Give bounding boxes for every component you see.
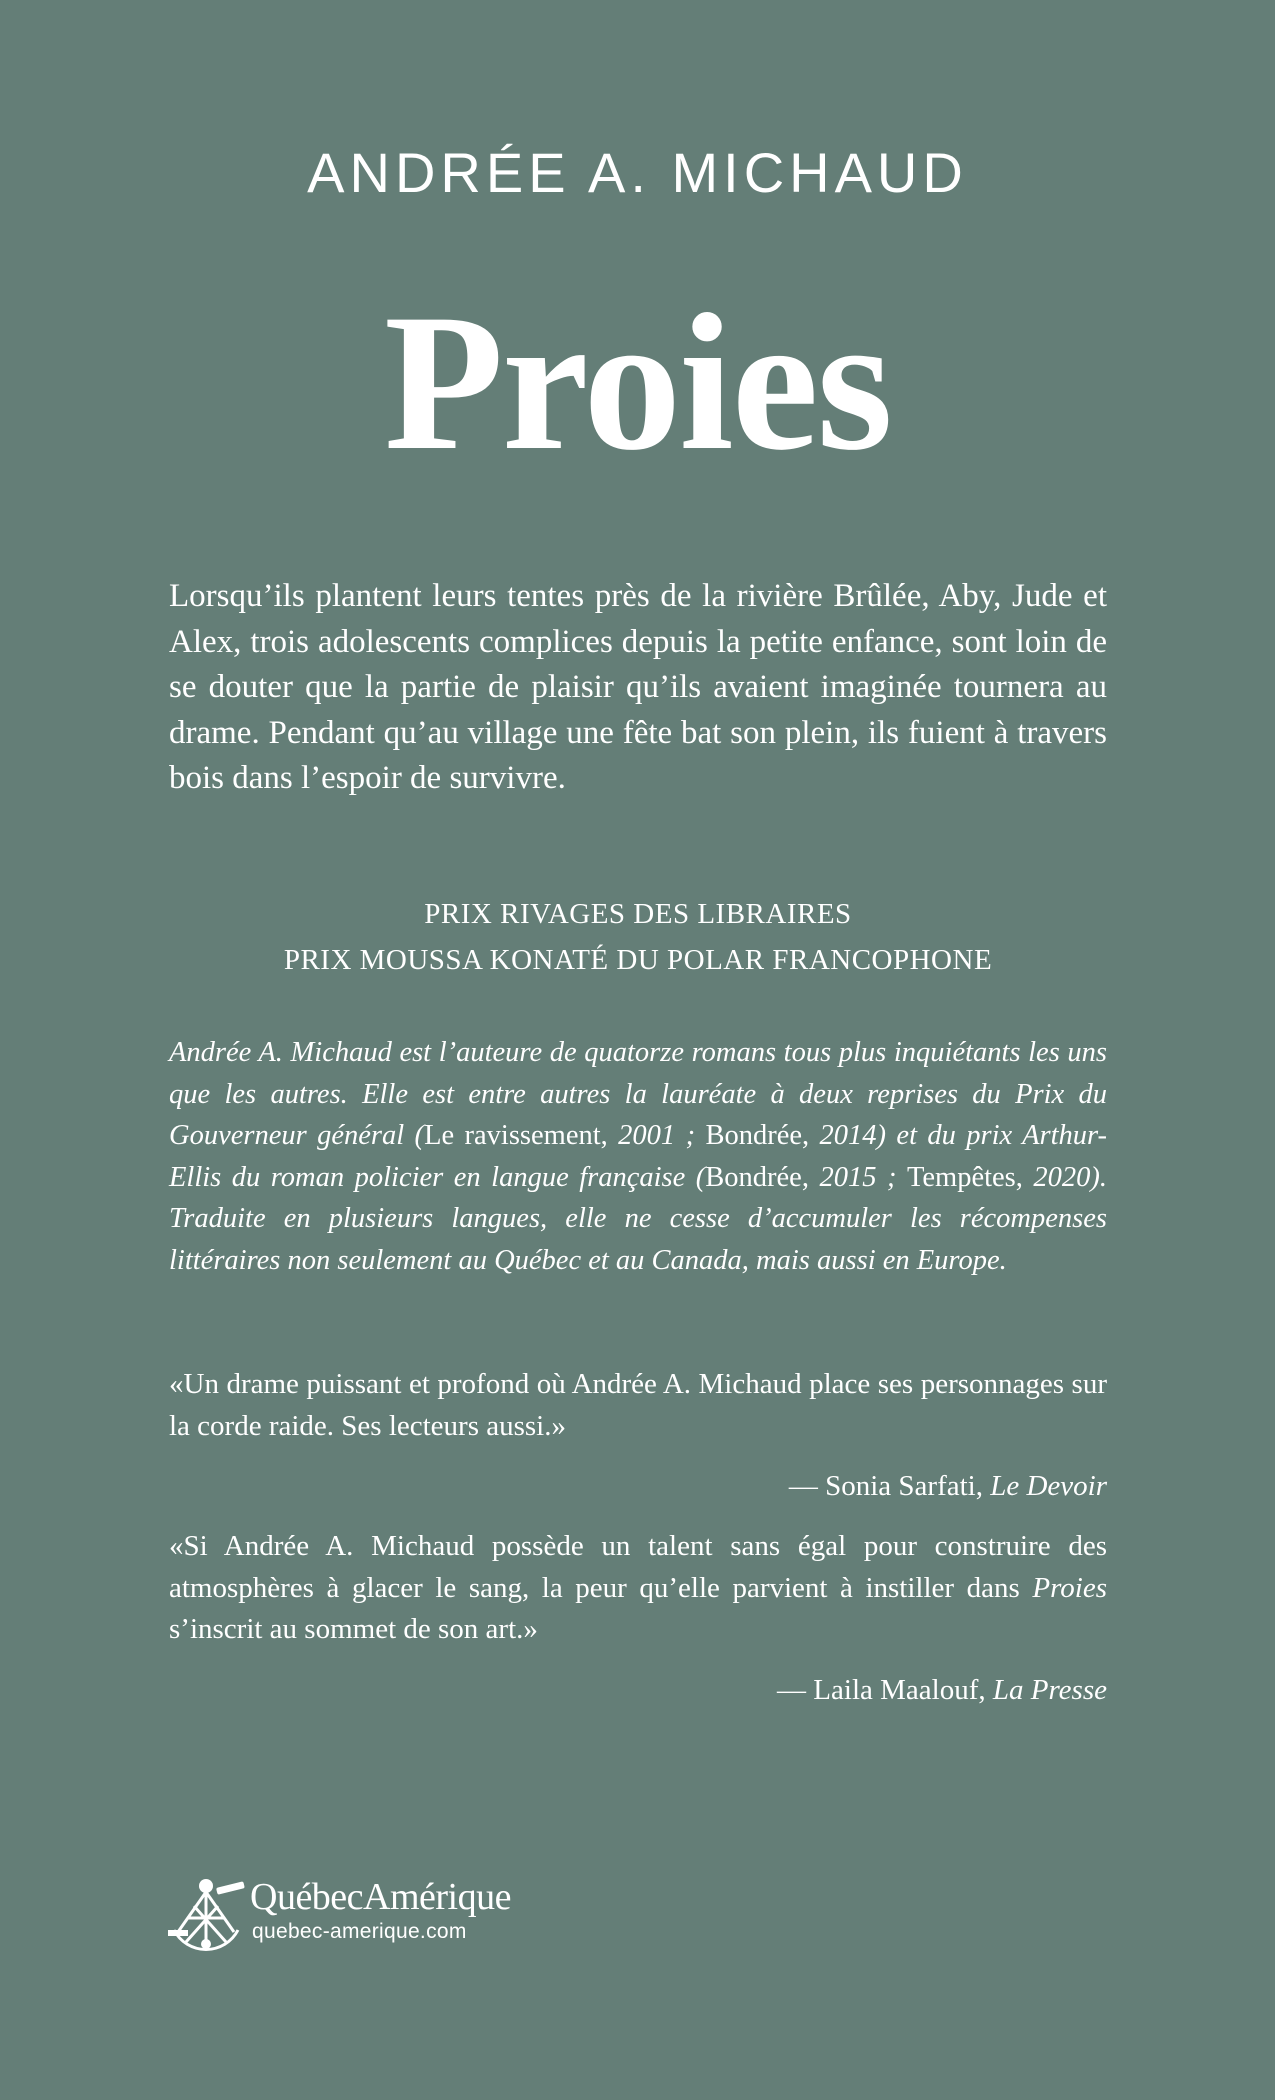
sextant-icon <box>166 1872 248 1952</box>
publisher-url: quebec-amerique.com <box>252 1920 467 1943</box>
publisher-logo <box>166 1872 566 1952</box>
bio-text: 2015 ; <box>808 1161 907 1193</box>
quote-text: «Si Andrée A. Michaud possède un talent sans égal pour construire des atmosphères à glacer le sang, la peur qu’elle parvient à instiller dans <box>169 1530 1107 1604</box>
quote-text: «Un drame puissant et profond où Andrée A. Michaud place ses personnages sur la corde raide. Ses lecteurs aussi.» <box>169 1368 1107 1442</box>
bio-book-title: Le ravissement, <box>424 1120 608 1151</box>
bio-text: 2020). Traduite en plusieurs langues, elle ne cesse d’accumuler les récompenses littéraires non seulement au Québec et au Canada, mais aussi en Europe. <box>169 1161 1107 1276</box>
quote-book-title: Proies <box>1032 1571 1107 1604</box>
bio-book-title: Bondrée, <box>705 1161 809 1193</box>
publisher-name: QuébecAmérique <box>250 1876 511 1918</box>
quote-source: Le Devoir <box>990 1470 1107 1502</box>
bio-text: Andrée A. Michaud est l’auteure de quatorze romans tous plus inquiétants les uns que les autres. Elle est entre autres la lauréate à deux reprises du Prix du Gouverneur général ( <box>169 1037 1107 1151</box>
bio-text: 2014) et du prix Arthur-Ellis du roman policier en langue française ( <box>169 1120 1108 1193</box>
review-quote <box>169 1526 1107 1651</box>
prize-item: PRIX MOUSSA KONATÉ DU POLAR FRANCOPHONE <box>283 944 993 976</box>
quote-text: s’inscrit au sommet de son art.» <box>169 1613 538 1645</box>
author-name: ANDRÉE A. MICHAUD <box>307 141 968 204</box>
book-title: Proies <box>384 274 891 491</box>
review-quote <box>169 1364 1107 1447</box>
prize-item: PRIX RIVAGES DES LIBRAIRES <box>424 898 852 930</box>
quote-author: — Laila Maalouf, <box>777 1674 993 1706</box>
bio-book-title: Tempêtes, <box>906 1161 1023 1193</box>
bio-book-title: Bondrée, <box>705 1120 810 1151</box>
quote-author: — Sonia Sarfati, <box>788 1470 991 1502</box>
quote-source: La Presse <box>992 1674 1107 1706</box>
author-bio <box>169 1032 1107 1281</box>
synopsis: Lorsqu’ils plantent leurs tentes près de la rivière Brûlée, Aby, Jude et Alex, trois adolescents complices depuis la petite enfance, sont loin de se douter que la partie de plaisir qu’ils avaient imaginée tournera au drame. Pendant qu’au village une fête bat son plein, ils fuient à travers bois dans l’espoir de survivre. <box>169 578 1107 797</box>
bio-text: 2001 ; <box>607 1120 706 1151</box>
prizes-list <box>169 891 1107 983</box>
quote-attribution <box>169 1466 1107 1506</box>
quote-attribution <box>169 1670 1107 1710</box>
